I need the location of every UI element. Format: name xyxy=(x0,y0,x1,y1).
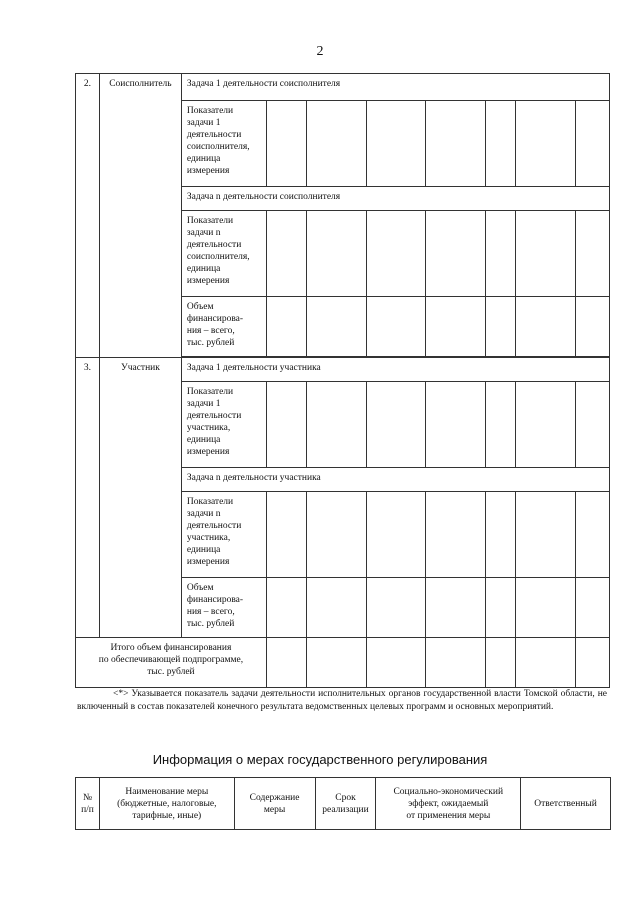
value-cell xyxy=(426,101,486,187)
total-label: Итого объем финансирования по обеспечивающей подпрограмме, тыс. рублей xyxy=(76,638,267,688)
row-role: Участник xyxy=(99,358,181,638)
value-cell xyxy=(486,578,516,638)
value-cell xyxy=(366,638,426,688)
footnote: <*> Указывается показатель задачи деятельности исполнительных органов государственной власти Томской области, не включенный в состав показателей конечного результата ведомственных целевых программ и основных мероприятий. xyxy=(77,689,607,712)
value-cell xyxy=(306,578,366,638)
value-cell xyxy=(366,382,426,468)
value-cell xyxy=(426,578,486,638)
value-cell xyxy=(576,382,610,468)
value-cell xyxy=(306,101,366,187)
value-cell xyxy=(486,638,516,688)
value-cell xyxy=(516,382,576,468)
value-cell xyxy=(366,101,426,187)
value-cell xyxy=(576,578,610,638)
value-cell xyxy=(306,211,366,297)
indicator-label: Показатели задачи n деятельности соисполнителя, единица измерения xyxy=(181,211,266,297)
value-cell xyxy=(486,492,516,578)
value-cell xyxy=(516,638,576,688)
col-header-name: Наименование меры (бюджетные, налоговые, тарифные, иные) xyxy=(99,778,234,830)
value-cell xyxy=(516,101,576,187)
financing-label: Объем финансирова- ния – всего, тыс. рублей xyxy=(181,297,266,357)
measures-heading: Информация о мерах государственного регулирования xyxy=(152,752,488,767)
value-cell xyxy=(266,638,306,688)
row-number: 2. xyxy=(76,74,100,358)
value-cell xyxy=(576,101,610,187)
value-cell xyxy=(426,382,486,468)
value-cell xyxy=(576,211,610,297)
value-cell xyxy=(366,211,426,297)
value-cell xyxy=(516,492,576,578)
value-cell xyxy=(426,492,486,578)
indicator-label: Показатели задачи n деятельности участника, единица измерения xyxy=(181,492,266,578)
value-cell xyxy=(366,578,426,638)
value-cell xyxy=(266,492,306,578)
value-cell xyxy=(266,382,306,468)
indicator-label: Показатели задачи 1 деятельности участника, единица измерения xyxy=(181,382,266,468)
value-cell xyxy=(306,297,366,357)
measures-table xyxy=(75,777,611,830)
value-cell xyxy=(516,297,576,357)
value-cell xyxy=(266,297,306,357)
col-header-content: Содержание меры xyxy=(234,778,315,830)
value-cell xyxy=(576,297,610,357)
value-cell xyxy=(576,638,610,688)
value-cell xyxy=(266,211,306,297)
value-cell xyxy=(306,638,366,688)
value-cell xyxy=(426,297,486,357)
value-cell xyxy=(486,382,516,468)
task-header: Задача n деятельности участника xyxy=(181,468,609,492)
page-number: 2 xyxy=(316,44,324,59)
value-cell xyxy=(426,638,486,688)
task-header: Задача n деятельности соисполнителя xyxy=(181,187,609,211)
value-cell xyxy=(576,492,610,578)
value-cell xyxy=(266,101,306,187)
value-cell xyxy=(486,297,516,357)
value-cell xyxy=(516,578,576,638)
col-header-term: Срок реализации xyxy=(315,778,376,830)
value-cell xyxy=(266,578,306,638)
value-cell xyxy=(426,211,486,297)
row-role: Соисполнитель xyxy=(99,74,181,358)
value-cell xyxy=(306,492,366,578)
indicator-label: Показатели задачи 1 деятельности соисполнителя, единица измерения xyxy=(181,101,266,187)
value-cell xyxy=(516,211,576,297)
financing-label: Объем финансирова- ния – всего, тыс. рублей xyxy=(181,578,266,638)
row-number: 3. xyxy=(76,358,100,638)
col-header-num: № п/п xyxy=(76,778,100,830)
value-cell xyxy=(366,297,426,357)
task-header: Задача 1 деятельности участника xyxy=(181,358,609,382)
value-cell xyxy=(486,211,516,297)
value-cell xyxy=(486,101,516,187)
value-cell xyxy=(306,382,366,468)
task-header: Задача 1 деятельности соисполнителя xyxy=(181,74,609,101)
col-header-effect: Социально-экономический эффект, ожидаемый от применения меры xyxy=(376,778,521,830)
col-header-responsible: Ответственный xyxy=(521,778,611,830)
plan-table xyxy=(75,73,610,688)
value-cell xyxy=(366,492,426,578)
